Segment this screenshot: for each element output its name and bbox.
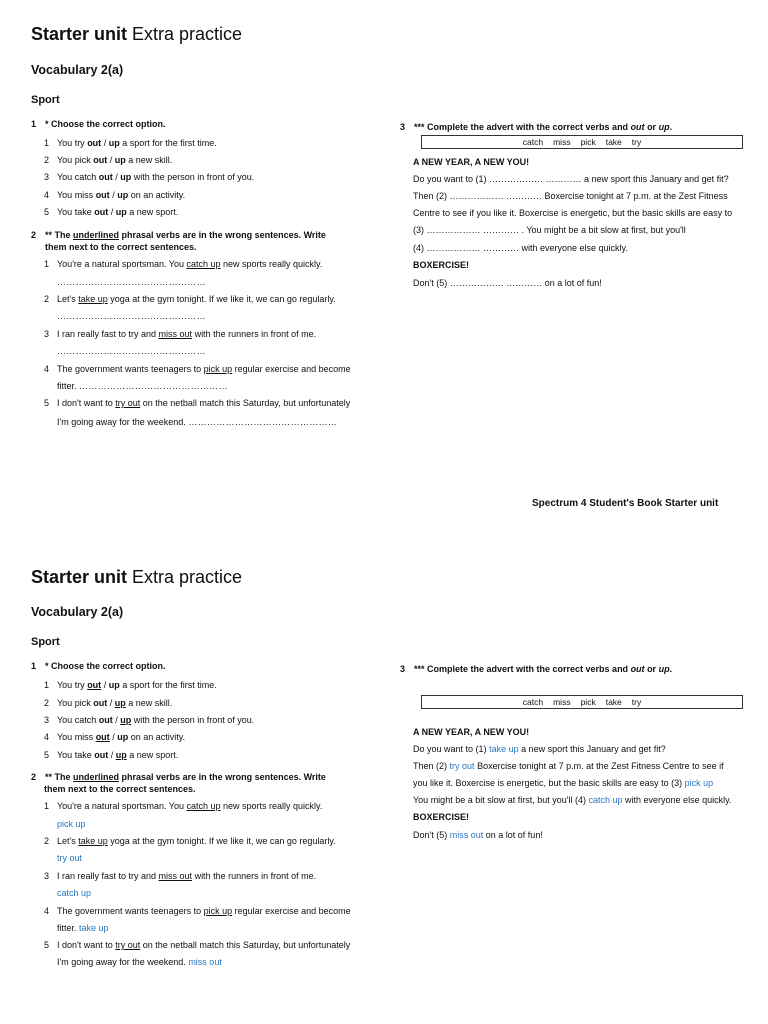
list-item: 5 I don't want to try out on the netball match this Saturday, but unfortunately: [44, 940, 351, 950]
vocabulary-heading: Vocabulary 2(a): [31, 605, 124, 619]
advert-line: Don't (5) ……………… ………… on a lot of fun!: [413, 278, 602, 288]
exercise-3-instruction: 3 *** Complete the advert with the correct verbs and out or up.: [400, 664, 673, 674]
advert-line: Then (2) ……………… ………… Boxercise tonight at 7 p.m. at the Zest Fitness: [413, 191, 728, 201]
list-item-cont: fitter. …………………………………………: [57, 381, 228, 391]
list-item: 1 You're a natural sportsman. You catch up new sports really quickly.: [44, 259, 323, 269]
list-item: 5 I don't want to try out on the netball match this Saturday, but unfortunately: [44, 398, 351, 408]
word: catch: [522, 137, 544, 147]
answer-blank[interactable]: …………………………………………: [57, 346, 206, 356]
word: try: [631, 697, 642, 707]
advert-subheading: BOXERCISE!: [413, 260, 470, 270]
answer-text: take up: [489, 744, 519, 754]
advert-heading: A NEW YEAR, A NEW YOU!: [413, 727, 530, 737]
advert-line: (4) ……………… ………… with everyone else quickly.: [413, 243, 628, 253]
word: try: [631, 137, 642, 147]
answer-text: take up: [79, 923, 109, 933]
answer-text: pick up: [57, 819, 86, 829]
advert-line: Do you want to (1) ……………… ………… a new sport this January and get fit?: [413, 174, 729, 184]
list-item: 3 You catch out / up with the person in front of you.: [44, 715, 255, 725]
advert-heading: A NEW YEAR, A NEW YOU!: [413, 157, 530, 167]
word: pick: [580, 697, 596, 707]
list-item: 1 You try out / up a sport for the first time.: [44, 680, 217, 690]
answer-text: try out: [449, 761, 475, 771]
word-box: [421, 695, 743, 709]
answer-text: catch up: [588, 795, 623, 805]
list-item: 5 You take out / up a new sport.: [44, 750, 179, 760]
advert-subheading: BOXERCISE!: [413, 812, 470, 822]
exercise-3-instruction: 3 *** Complete the advert with the correct verbs and out or up.: [400, 122, 673, 132]
answer-text: catch up: [57, 888, 92, 898]
page-title: Starter unit Extra practice: [31, 567, 243, 587]
list-item: 4 The government wants teenagers to pick up regular exercise and become: [44, 364, 351, 374]
page-footer: Spectrum 4 Student's Book Starter unit: [532, 498, 719, 509]
advert-line: Centre to see if you like it. Boxercise is energetic, but the basic skills are easy to: [413, 208, 733, 218]
word: miss: [553, 137, 571, 147]
answer-text: miss out: [449, 830, 484, 840]
advert-line: Then (2) try out Boxercise tonight at 7 p.m. at the Zest Fitness Centre to see if: [413, 761, 724, 771]
list-item: 4 The government wants teenagers to pick up regular exercise and become: [44, 906, 351, 916]
exercise-2-instruction: 2 ** The underlined phrasal verbs are in the wrong sentences. Write: [31, 230, 326, 240]
list-item: 3 I ran really fast to try and miss out with the runners in front of me.: [44, 871, 317, 881]
list-item: 4 You miss out / up on an activity.: [44, 732, 186, 742]
list-item: 1 You're a natural sportsman. You catch up new sports really quickly.: [44, 801, 323, 811]
topic-heading: Sport: [31, 94, 60, 106]
answer-text: try out: [57, 853, 83, 863]
list-item-cont: I'm going away for the weekend. …………………………………………: [57, 417, 338, 427]
answer-blank[interactable]: …………………………………………: [57, 311, 206, 321]
advert-line: You might be a bit slow at first, but you'll (4) catch up with everyone else quickly.: [413, 795, 732, 805]
advert-line: you like it. Boxercise is energetic, but the basic skills are easy to (3) pick up: [413, 778, 714, 788]
list-item: 2 You pick out / up a new skill.: [44, 155, 173, 165]
answer-blank[interactable]: …………………………………………: [79, 381, 228, 391]
word: pick: [580, 137, 596, 147]
topic-heading: Sport: [31, 636, 60, 648]
list-item: 2 Let's take up yoga at the gym tonight. If we like it, we can go regularly.: [44, 294, 336, 304]
list-item: 3 You catch out / up with the person in front of you.: [44, 172, 255, 182]
list-item: 2 You pick out / up a new skill.: [44, 698, 173, 708]
exercise-2-instruction-cont: them next to the correct sentences.: [44, 784, 196, 794]
advert-line: (3) ……………… ………… . You might be a bit slow at first, but you'll: [413, 225, 686, 235]
answer-blank[interactable]: …………………………………………: [188, 417, 338, 427]
word: miss: [553, 697, 571, 707]
word-box: [421, 135, 743, 149]
exercise-2-instruction-cont: them next to the correct sentences.: [45, 242, 197, 252]
word: take: [605, 137, 622, 147]
answer-blank[interactable]: …………………………………………: [57, 277, 206, 287]
page-title: Starter unit Extra practice: [31, 24, 243, 44]
exercise-2-instruction: 2 ** The underlined phrasal verbs are in the wrong sentences. Write: [31, 772, 326, 782]
list-item: 5 You take out / up a new sport.: [44, 207, 179, 217]
list-item: 2 Let's take up yoga at the gym tonight. If we like it, we can go regularly.: [44, 836, 336, 846]
advert-line: Don't (5) miss out on a lot of fun!: [413, 830, 543, 840]
list-item: 4 You miss out / up on an activity.: [44, 190, 186, 200]
list-item: 1 You try out / up a sport for the first time.: [44, 138, 217, 148]
advert-line: Do you want to (1) take up a new sport this January and get fit?: [413, 744, 666, 754]
answer-text: miss out: [188, 957, 222, 967]
list-item: 3 I ran really fast to try and miss out with the runners in front of me.: [44, 329, 317, 339]
word: take: [605, 697, 622, 707]
exercise-1-instruction: 1 * Choose the correct option.: [31, 661, 166, 671]
list-item-cont: I'm going away for the weekend. miss out: [57, 957, 222, 967]
word: catch: [522, 697, 544, 707]
vocabulary-heading: Vocabulary 2(a): [31, 63, 124, 77]
answer-text: pick up: [684, 778, 714, 788]
list-item-cont: fitter. take up: [57, 923, 109, 933]
exercise-1-instruction: 1 * Choose the correct option.: [31, 119, 166, 129]
